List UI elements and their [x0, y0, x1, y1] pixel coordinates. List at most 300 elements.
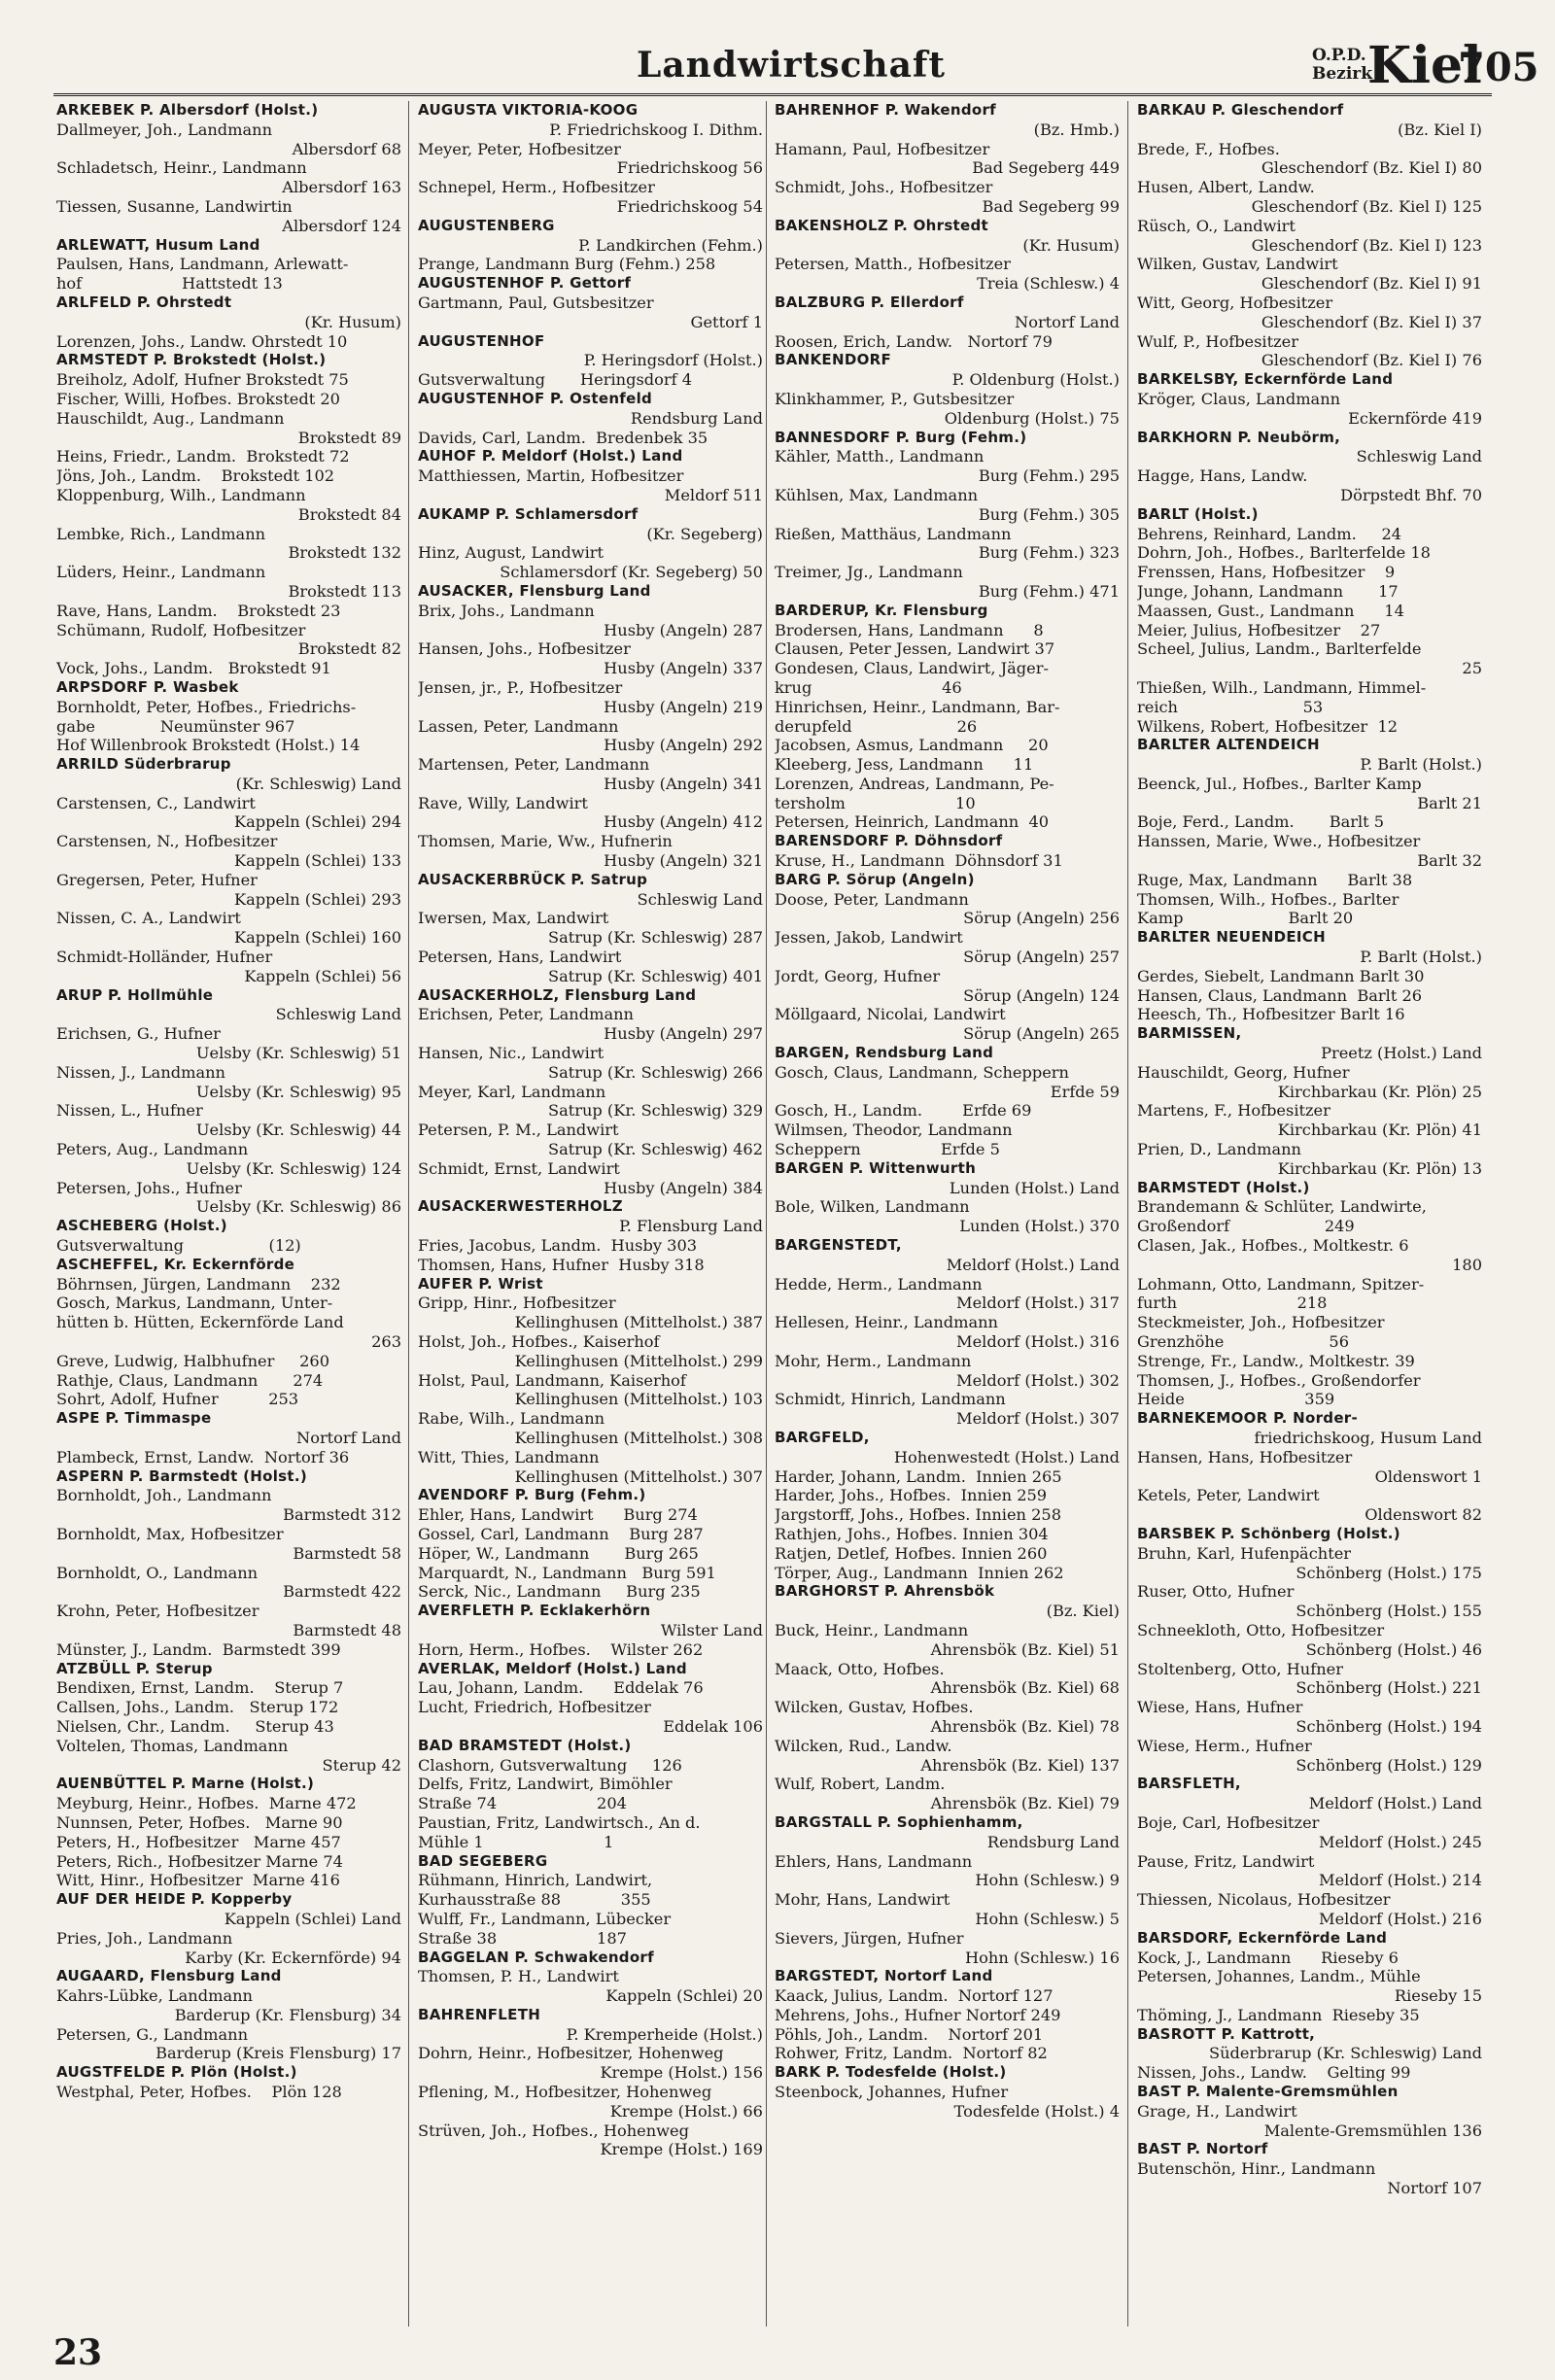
entry-continuation: Husby (Angeln) 321 — [604, 851, 763, 871]
directory-entry: Hedde, Herm., Landmann — [775, 1274, 983, 1293]
directory-entry: Plambeck, Ernst, Landw. Nortorf 36 — [56, 1447, 350, 1466]
column-1 — [56, 101, 401, 2102]
entry-continuation: Ahrensbök (Bz. Kiel) 78 — [930, 1716, 1120, 1736]
directory-entry: Strenge, Fr., Landw., Moltkestr. 39 — [1137, 1351, 1415, 1370]
entry-continuation: Husby (Angeln) 292 — [604, 736, 763, 755]
entry-continuation: Eckernförde 419 — [1348, 408, 1482, 428]
entry-continuation: Sörup (Angeln) 257 — [963, 948, 1120, 967]
directory-entry: Pries, Joh., Landmann — [56, 1928, 233, 1948]
entry-continuation: Uelsby (Kr. Schleswig) 86 — [195, 1197, 401, 1217]
directory-entry: Horn, Herm., Hofbes. Wilster 262 — [418, 1639, 704, 1659]
directory-entry: Treimer, Jg., Landmann — [775, 563, 963, 582]
entry-continuation: Gleschendorf (Bz. Kiel I) 91 — [1261, 274, 1482, 293]
place-heading: BARNEKEMOOR P. Norder- — [1137, 1409, 1359, 1428]
entry-continuation: Meldorf (Holst.) 216 — [1319, 1909, 1482, 1928]
directory-entry: Scheel, Julius, Landm., Barlterfelde — [1137, 639, 1422, 659]
entry-continuation: Krempe (Holst.) 156 — [600, 2063, 763, 2083]
directory-entry: Münster, J., Landm. Barmstedt 399 — [56, 1639, 341, 1659]
entry-continuation: Bad Segeberg 449 — [972, 158, 1120, 178]
entry-continuation: (Bz. Hmb.) — [1033, 120, 1120, 139]
directory-entry: Wulff, Fr., Landmann, Lübecker — [418, 1909, 672, 1928]
directory-entry: Mehrens, Johs., Hufner Nortorf 249 — [775, 2005, 1061, 2024]
entry-continuation: Brokstedt 84 — [297, 504, 401, 524]
entry-continuation: Meldorf (Holst.) 245 — [1319, 1832, 1482, 1851]
directory-entry: Schmidt, Hinrich, Landmann — [775, 1390, 1006, 1409]
entry-continuation: P. Friedrichskoog I. Dithm. — [549, 120, 763, 139]
entry-continuation: Burg (Fehm.) 323 — [978, 543, 1120, 563]
place-heading: ARUP P. Hollmühle — [56, 985, 214, 1004]
directory-entry: Kock, J., Landmann Rieseby 6 — [1137, 1948, 1399, 1967]
directory-entry: Kloppenburg, Wilh., Landmann — [56, 485, 306, 504]
directory-entry: Rüsch, O., Landwirt — [1137, 216, 1296, 235]
entry-continuation: Hohn (Schlesw.) 5 — [975, 1909, 1120, 1928]
directory-entry: Petersen, Matth., Hofbesitzer — [775, 255, 1011, 274]
directory-entry: Prange, Landmann Burg (Fehm.) 258 — [418, 255, 716, 274]
directory-entry: Rießen, Matthäus, Landmann — [775, 524, 1012, 543]
place-heading: BARMSTEDT (Holst.) — [1137, 1178, 1310, 1196]
entry-continuation: Satrup (Kr. Schleswig) 287 — [548, 928, 763, 948]
entry-continuation: Friedrichskoog 56 — [616, 158, 763, 178]
directory-entry: Bruhn, Karl, Hufenpächter — [1137, 1543, 1352, 1563]
directory-entry: Vock, Johs., Landm. Brokstedt 91 — [56, 659, 331, 678]
entry-continuation: Schönberg (Holst.) 221 — [1296, 1678, 1482, 1698]
directory-entry: Hinz, August, Landwirt — [418, 543, 605, 563]
entry-continuation: Krempe (Holst.) 169 — [600, 2140, 763, 2159]
directory-entry: Paulsen, Hans, Landmann, Arlewatt- — [56, 255, 349, 274]
entry-continuation: Hohn (Schlesw.) 16 — [965, 1948, 1120, 1967]
directory-entry: Martensen, Peter, Landmann — [418, 755, 650, 775]
place-heading: BARGENSTEDT, — [775, 1236, 902, 1255]
directory-entry: Heins, Friedr., Landm. Brokstedt 72 — [56, 447, 350, 466]
directory-entry: Kamp Barlt 20 — [1137, 909, 1354, 928]
entry-continuation: Treia (Schlesw.) 4 — [977, 274, 1120, 293]
place-heading: BARLTER ALTENDEICH — [1137, 736, 1320, 754]
place-heading: AUGAARD, Flensburg Land — [56, 1967, 282, 1985]
entry-continuation: Gleschendorf (Bz. Kiel I) 123 — [1251, 235, 1482, 255]
directory-entry: Ketels, Peter, Landwirt — [1137, 1486, 1320, 1505]
entry-continuation: Barmstedt 58 — [293, 1543, 401, 1563]
entry-continuation: Barderup (Kr. Flensburg) 34 — [174, 2005, 401, 2024]
place-heading: AUGUSTA VIKTORIA-KOOG — [418, 101, 639, 119]
column-2 — [418, 101, 763, 2159]
directory-entry: Gosch, Claus, Landmann, Scheppern — [775, 1062, 1069, 1082]
directory-entry: Sohrt, Adolf, Hufner 253 — [56, 1390, 299, 1409]
entry-continuation: Ahrensbök (Bz. Kiel) 51 — [930, 1639, 1120, 1659]
directory-entry: Nielsen, Chr., Landm. Sterup 43 — [56, 1716, 334, 1736]
entry-continuation: Kappeln (Schlei) 56 — [244, 966, 401, 985]
directory-entry: Thießen, Wilh., Landmann, Himmel- — [1137, 677, 1427, 697]
directory-entry: Harder, Johs., Hofbes. Innien 259 — [775, 1486, 1048, 1505]
place-heading: AUGUSTENHOF — [418, 331, 545, 350]
directory-entry: Grage, H., Landwirt — [1137, 2101, 1297, 2121]
entry-continuation: Friedrichskoog 54 — [616, 196, 763, 216]
entry-continuation: Lunden (Holst.) 370 — [959, 1217, 1120, 1236]
entry-continuation: (Bz. Kiel I) — [1398, 120, 1482, 139]
entry-continuation: Uelsby (Kr. Schleswig) 51 — [195, 1044, 401, 1063]
directory-entry: Maack, Otto, Hofbes. — [775, 1659, 945, 1678]
directory-entry: Clasen, Jak., Hofbes., Moltkestr. 6 — [1137, 1236, 1409, 1256]
directory-entry: Schladetsch, Heinr., Landmann — [56, 158, 307, 178]
directory-entry: Carstensen, N., Hofbesitzer — [56, 832, 278, 851]
entry-continuation: Nortorf 107 — [1387, 2179, 1482, 2198]
directory-entry: Thomsen, J., Hofbes., Großendorfer — [1137, 1370, 1421, 1390]
directory-entry: Paustian, Fritz, Landwirtsch., An d. — [418, 1812, 701, 1832]
entry-continuation: Barmstedt 312 — [283, 1505, 401, 1525]
place-heading: AUGUSTENHOF P. Ostenfeld — [418, 389, 653, 407]
place-heading: BAD BRAMSTEDT (Holst.) — [418, 1736, 632, 1754]
directory-entry: Rathjen, Johs., Hofbes. Innien 304 — [775, 1524, 1049, 1543]
place-heading: BARGHORST P. Ahrensbök — [775, 1582, 995, 1601]
directory-entry: Witt, Georg, Hofbesitzer — [1137, 293, 1333, 312]
entry-continuation: Husby (Angeln) 219 — [604, 697, 763, 716]
entry-continuation: friedrichskoog, Husum Land — [1254, 1428, 1482, 1447]
directory-entry: Lembke, Rich., Landmann — [56, 524, 266, 543]
directory-entry: Bornholdt, Max, Hofbesitzer — [56, 1524, 284, 1543]
entry-continuation: Kappeln (Schlei) 294 — [234, 812, 401, 832]
directory-entry: Ruge, Max, Landmann Barlt 38 — [1137, 870, 1413, 889]
directory-entry: Holst, Joh., Hofbes., Kaiserhof — [418, 1332, 660, 1351]
directory-entry: Meier, Julius, Hofbesitzer 27 — [1137, 620, 1381, 639]
directory-entry: Husen, Albert, Landw. — [1137, 178, 1315, 197]
directory-entry: furth 218 — [1137, 1293, 1328, 1313]
entry-continuation: Schönberg (Holst.) 175 — [1296, 1563, 1482, 1582]
entry-continuation: Gleschendorf (Bz. Kiel I) 80 — [1261, 158, 1482, 178]
directory-entry: Hellesen, Heinr., Landmann — [775, 1313, 998, 1332]
directory-entry: Ehler, Hans, Landwirt Burg 274 — [418, 1505, 698, 1525]
entry-continuation: Kellinghusen (Mittelholst.) 387 — [514, 1313, 763, 1332]
entry-continuation: Erfde 59 — [1050, 1082, 1120, 1101]
directory-entry: Jacobsen, Asmus, Landmann 20 — [775, 736, 1049, 755]
place-heading: BARGFELD, — [775, 1428, 870, 1446]
place-heading: BARK P. Todesfelde (Holst.) — [775, 2063, 1007, 2082]
entry-continuation: Karby (Kr. Eckernförde) 94 — [185, 1948, 401, 1967]
directory-entry: Fischer, Willi, Hofbes. Brokstedt 20 — [56, 389, 340, 408]
directory-entry: Gossel, Carl, Landmann Burg 287 — [418, 1524, 704, 1543]
entry-continuation: P. Flensburg Land — [619, 1217, 763, 1236]
directory-entry: Harder, Johann, Landm. Innien 265 — [775, 1466, 1062, 1486]
entry-continuation: Hohn (Schlesw.) 9 — [975, 1871, 1120, 1890]
directory-entry: Wiese, Herm., Hufner — [1137, 1736, 1312, 1755]
directory-entry: Jargstorff, Johs., Hofbes. Innien 258 — [775, 1505, 1062, 1525]
entry-continuation: Uelsby (Kr. Schleswig) 44 — [195, 1121, 401, 1140]
place-heading: ARLFELD P. Ohrstedt — [56, 293, 232, 311]
directory-entry: Roosen, Erich, Landw. Nortorf 79 — [775, 331, 1053, 351]
directory-entry: Nunnsen, Peter, Hofbes. Marne 90 — [56, 1812, 343, 1832]
directory-entry: Rühmann, Hinrich, Landwirt, — [418, 1871, 653, 1890]
directory-entry: Greve, Ludwig, Halbhufner 260 — [56, 1351, 330, 1370]
place-heading: AUENBÜTTEL P. Marne (Holst.) — [56, 1775, 315, 1793]
directory-entry: Klinkhammer, P., Gutsbesitzer — [775, 389, 1015, 408]
place-heading: AUSACKERBRÜCK P. Satrup — [418, 870, 648, 888]
directory-entry: Stoltenberg, Otto, Hufner — [1137, 1659, 1343, 1678]
entry-continuation: Meldorf (Holst.) Land — [1308, 1794, 1482, 1813]
directory-entry: Rohwer, Fritz, Landm. Nortorf 82 — [775, 2044, 1048, 2063]
directory-entry: Lucht, Friedrich, Hofbesitzer — [418, 1698, 651, 1717]
directory-entry: Hinrichsen, Heinr., Landmann, Bar- — [775, 697, 1060, 716]
entry-continuation: Barlt 21 — [1417, 793, 1482, 812]
entry-continuation: Kappeln (Schlei) 293 — [234, 889, 401, 909]
entry-continuation: Barmstedt 48 — [293, 1620, 401, 1639]
directory-entry: Ratjen, Detlef, Hofbes. Innien 260 — [775, 1543, 1048, 1563]
directory-entry: Kleeberg, Jess, Landmann 11 — [775, 755, 1034, 775]
entry-continuation: Husby (Angeln) 412 — [604, 812, 763, 832]
place-heading: AUGUSTENHOF P. Gettorf — [418, 274, 632, 293]
directory-entry: Brede, F., Hofbes. — [1137, 139, 1280, 158]
entry-continuation: Gleschendorf (Bz. Kiel I) 125 — [1251, 196, 1482, 216]
column-divider — [766, 101, 767, 2327]
entry-continuation: Hohenwestedt (Holst.) Land — [893, 1447, 1120, 1466]
place-heading: BARKHORN P. Neubörm, — [1137, 428, 1341, 446]
entry-continuation: Uelsby (Kr. Schleswig) 95 — [195, 1082, 401, 1101]
place-heading: ASPE P. Timmaspe — [56, 1409, 212, 1428]
directory-entry: Wulf, Robert, Landm. — [775, 1775, 946, 1794]
directory-entry: Wiese, Hans, Hufner — [1137, 1698, 1303, 1717]
directory-entry: Gosch, Markus, Landmann, Unter- — [56, 1293, 333, 1313]
directory-entry: Kruse, H., Landmann Döhnsdorf 31 — [775, 851, 1063, 871]
entry-continuation: Kellinghusen (Mittelholst.) 103 — [514, 1390, 763, 1409]
directory-entry: hof Hattstedt 13 — [56, 274, 283, 293]
place-heading: AUHOF P. Meldorf (Holst.) Land — [418, 447, 683, 466]
directory-entry: Bornholdt, O., Landmann — [56, 1563, 259, 1582]
entry-continuation: Kellinghusen (Mittelholst.) 307 — [514, 1466, 763, 1486]
entry-continuation: Rieseby 15 — [1394, 1986, 1482, 2006]
directory-entry: Rathje, Claus, Landmann 274 — [56, 1370, 324, 1390]
directory-entry: Wilcken, Gustav, Hofbes. — [775, 1698, 974, 1717]
place-heading: BAST P. Nortorf — [1137, 2140, 1268, 2158]
entry-continuation: Burg (Fehm.) 295 — [978, 466, 1120, 486]
place-heading: ASPERN P. Barmstedt (Holst.) — [56, 1466, 308, 1485]
directory-entry: Westphal, Peter, Hofbes. Plön 128 — [56, 2083, 342, 2102]
directory-entry: Jensen, jr., P., Hofbesitzer — [418, 677, 623, 697]
directory-entry: Hansen, Nic., Landwirt — [418, 1044, 605, 1063]
place-heading: AUGUSTENBERG — [418, 216, 555, 234]
directory-entry: Iwersen, Max, Landwirt — [418, 909, 609, 928]
directory-entry: Thomsen, Wilh., Hofbes., Barlter — [1137, 889, 1400, 909]
entry-continuation: Schönberg (Holst.) 194 — [1296, 1716, 1482, 1736]
directory-entry: Witt, Thies, Landmann — [418, 1447, 600, 1466]
entry-continuation: Kirchbarkau (Kr. Plön) 25 — [1277, 1082, 1482, 1101]
directory-entry: Petersen, Johs., Hufner — [56, 1178, 242, 1197]
directory-entry: Dohrn, Heinr., Hofbesitzer, Hohenweg — [418, 2044, 724, 2063]
entry-continuation: (Kr. Husum) — [1022, 235, 1120, 255]
entry-continuation: P. Oldenburg (Holst.) — [951, 370, 1120, 390]
directory-entry: Kühlsen, Max, Landmann — [775, 485, 979, 504]
directory-entry: Steenbock, Johannes, Hufner — [775, 2083, 1009, 2102]
directory-entry: Martens, F., Hofbesitzer — [1137, 1101, 1330, 1121]
place-heading: BARG P. Sörup (Angeln) — [775, 870, 975, 888]
directory-entry: Meyburg, Heinr., Hofbes. Marne 472 — [56, 1794, 357, 1813]
entry-continuation: Kappeln (Schlei) Land — [224, 1909, 401, 1928]
entry-continuation: Preetz (Holst.) Land — [1321, 1044, 1482, 1063]
entry-continuation: P. Barlt (Holst.) — [1360, 948, 1482, 967]
directory-entry: Nissen, L., Hufner — [56, 1101, 203, 1121]
entry-continuation: Husby (Angeln) 287 — [604, 620, 763, 639]
directory-entry: Sievers, Jürgen, Hufner — [775, 1928, 964, 1948]
place-heading: AUSACKERWESTERHOLZ — [418, 1197, 623, 1216]
entry-continuation: Schleswig Land — [1356, 447, 1482, 466]
directory-entry: Jöns, Joh., Landm. Brokstedt 102 — [56, 466, 335, 486]
entry-continuation: Kellinghusen (Mittelholst.) 299 — [514, 1351, 763, 1370]
place-heading: BANNESDORF P. Burg (Fehm.) — [775, 428, 1027, 446]
directory-entry: Petersen, Johannes, Landm., Mühle — [1137, 1967, 1421, 1986]
directory-entry: Wilken, Gustav, Landwirt — [1137, 255, 1338, 274]
place-heading: AUF DER HEIDE P. Kopperby — [56, 1890, 293, 1909]
entry-continuation: Husby (Angeln) 337 — [604, 659, 763, 678]
directory-entry: Strüven, Joh., Hofbes., Hohenweg — [418, 2121, 689, 2140]
directory-entry: Straße 38 187 — [418, 1928, 627, 1948]
directory-entry: Voltelen, Thomas, Landmann — [56, 1736, 289, 1755]
place-heading: AUSACKERHOLZ, Flensburg Land — [418, 985, 697, 1004]
place-heading: AUGSTFELDE P. Plön (Holst.) — [56, 2063, 297, 2082]
page-header — [53, 36, 1539, 97]
entry-continuation: Brokstedt 82 — [297, 639, 401, 659]
entry-continuation: Kirchbarkau (Kr. Plön) 41 — [1277, 1121, 1482, 1140]
place-heading: ARKEBEK P. Albersdorf (Holst.) — [56, 101, 319, 119]
entry-continuation: 263 — [371, 1332, 401, 1351]
directory-entry: Gosch, H., Landm. Erfde 69 — [775, 1101, 1032, 1121]
directory-entry: Peters, H., Hofbesitzer Marne 457 — [56, 1832, 341, 1851]
directory-entry: Kröger, Claus, Landmann — [1137, 389, 1341, 408]
directory-entry: Meyer, Karl, Landmann — [418, 1082, 606, 1101]
directory-entry: Petersen, P. M., Landwirt — [418, 1121, 619, 1140]
directory-entry: Lorenzen, Andreas, Landmann, Pe- — [775, 774, 1054, 793]
directory-entry: Jessen, Jakob, Landwirt — [775, 928, 963, 948]
directory-entry: Bornholdt, Joh., Landmann — [56, 1486, 272, 1505]
place-heading: AVERLAK, Meldorf (Holst.) Land — [418, 1659, 687, 1677]
directory-entry: krug 46 — [775, 677, 962, 697]
entry-continuation: P. Landkirchen (Fehm.) — [578, 235, 763, 255]
directory-entry: Jordt, Georg, Hufner — [775, 966, 941, 985]
directory-entry: Mohr, Hans, Landwirt — [775, 1890, 950, 1910]
directory-entry: Schneekloth, Otto, Hofbesitzer — [1137, 1620, 1385, 1639]
directory-entry: reich 53 — [1137, 697, 1324, 716]
entry-continuation: Meldorf (Holst.) Land — [946, 1255, 1120, 1274]
directory-entry: Dohrn, Joh., Hofbes., Barlterfelde 18 — [1137, 543, 1431, 563]
entry-continuation: Barmstedt 422 — [283, 1582, 401, 1602]
directory-entry: Hanssen, Marie, Wwe., Hofbesitzer — [1137, 832, 1421, 851]
directory-entry: Thomsen, Marie, Ww., Hufnerin — [418, 832, 673, 851]
directory-entry: Clausen, Peter Jessen, Landwirt 37 — [775, 639, 1055, 659]
directory-entry: Hauschildt, Georg, Hufner — [1137, 1062, 1350, 1082]
directory-entry: Rave, Hans, Landm. Brokstedt 23 — [56, 601, 341, 620]
directory-entry: Nissen, J., Landmann — [56, 1062, 225, 1082]
entry-continuation: (Kr. Schleswig) Land — [235, 774, 401, 793]
directory-entry: Rabe, Wilh., Landmann — [418, 1409, 605, 1429]
entry-continuation: Sörup (Angeln) 256 — [963, 909, 1120, 928]
place-heading: BARSBEK P. Schönberg (Holst.) — [1137, 1524, 1400, 1542]
directory-entry: Gutsverwaltung Heringsdorf 4 — [418, 370, 693, 390]
entry-continuation: Meldorf (Holst.) 316 — [956, 1332, 1120, 1351]
directory-entry: Krohn, Peter, Hofbesitzer — [56, 1602, 259, 1621]
place-heading: BALZBURG P. Ellerdorf — [775, 293, 964, 311]
directory-entry: Böhrnsen, Jürgen, Landmann 232 — [56, 1274, 341, 1293]
column-divider — [408, 101, 409, 2327]
place-heading: BARGEN, Rendsburg Land — [775, 1044, 994, 1062]
directory-entry: derupfeld 26 — [775, 716, 978, 736]
directory-entry: Prien, D., Landmann — [1137, 1140, 1301, 1159]
entry-continuation: Kellinghusen (Mittelholst.) 308 — [514, 1428, 763, 1447]
place-heading: ARLEWATT, Husum Land — [56, 235, 260, 254]
entry-continuation: Satrup (Kr. Schleswig) 329 — [548, 1101, 763, 1121]
place-heading: BARSFLETH, — [1137, 1775, 1241, 1793]
place-heading: AVENDORF P. Burg (Fehm.) — [418, 1486, 646, 1504]
entry-continuation: Barlt 32 — [1417, 851, 1482, 871]
directory-entry: Petersen, Heinrich, Landmann 40 — [775, 812, 1050, 832]
entry-continuation: (Kr. Husum) — [304, 312, 401, 331]
entry-continuation: Nortorf Land — [1015, 312, 1120, 331]
entry-continuation: Husby (Angeln) 384 — [604, 1178, 763, 1197]
place-heading: BASROTT P. Kattrott, — [1137, 2024, 1316, 2043]
entry-continuation: Brokstedt 113 — [288, 581, 401, 601]
place-heading: ASCHEFFEL, Kr. Eckernförde — [56, 1255, 295, 1273]
entry-continuation: Meldorf (Holst.) 307 — [956, 1409, 1120, 1429]
directory-entry: Schümann, Rudolf, Hofbesitzer — [56, 620, 306, 639]
entry-continuation: Sörup (Angeln) 265 — [963, 1024, 1120, 1044]
directory-entry: Carstensen, C., Landwirt — [56, 793, 256, 812]
directory-entry: Gartmann, Paul, Gutsbesitzer — [418, 293, 654, 312]
directory-entry: Junge, Johann, Landmann 17 — [1137, 581, 1399, 601]
directory-entry: Boje, Carl, Hofbesitzer — [1137, 1812, 1320, 1832]
directory-entry: Kurhausstraße 88 355 — [418, 1890, 651, 1910]
directory-entry: Brandemann & Schlüter, Landwirte, — [1137, 1197, 1427, 1217]
place-heading: ATZBÜLL P. Sterup — [56, 1659, 213, 1677]
directory-entry: Maassen, Gust., Landmann 14 — [1137, 601, 1404, 620]
entry-continuation: Meldorf (Holst.) 302 — [956, 1370, 1120, 1390]
directory-entry: Straße 74 204 — [418, 1794, 627, 1813]
place-heading: BARLT (Holst.) — [1137, 504, 1259, 523]
entry-continuation: Süderbrarup (Kr. Schleswig) Land — [1209, 2044, 1482, 2063]
directory-entry: Behrens, Reinhard, Landm. 24 — [1137, 524, 1402, 543]
directory-entry: Lohmann, Otto, Landmann, Spitzer- — [1137, 1274, 1425, 1293]
directory-entry: Gripp, Hinr., Hofbesitzer — [418, 1293, 616, 1313]
directory-entry: Mühle 1 1 — [418, 1832, 614, 1851]
entry-continuation: Ahrensbök (Bz. Kiel) 79 — [930, 1794, 1120, 1813]
directory-entry: Bornholdt, Peter, Hofbes., Friedrichs- — [56, 697, 357, 716]
directory-entry: Hauschildt, Aug., Landmann — [56, 408, 285, 428]
entry-continuation: Kappeln (Schlei) 160 — [234, 928, 401, 948]
place-heading: BAHRENHOF P. Wakendorf — [775, 101, 997, 119]
directory-entry: Kähler, Matth., Landmann — [775, 447, 985, 466]
entry-continuation: P. Barlt (Holst.) — [1360, 755, 1482, 775]
directory-entry: Clashorn, Gutsverwaltung 126 — [418, 1755, 682, 1775]
directory-entry: Meyer, Peter, Hofbesitzer — [418, 139, 621, 158]
place-heading: ARPSDORF P. Wasbek — [56, 677, 239, 696]
directory-entry: Wilcken, Rud., Landw. — [775, 1736, 952, 1755]
printer-signature: 23 — [53, 2332, 103, 2373]
directory-entry: Bendixen, Ernst, Landm. Sterup 7 — [56, 1678, 344, 1698]
directory-entry: Kahrs-Lübke, Landmann — [56, 1986, 253, 2006]
directory-entry: hütten b. Hütten, Eckernförde Land — [56, 1313, 344, 1332]
entry-continuation: Gettorf 1 — [690, 312, 763, 331]
directory-entry: Hansen, Claus, Landmann Barlt 26 — [1137, 985, 1423, 1005]
directory-entry: Beenck, Jul., Hofbes., Barlter Kamp — [1137, 774, 1422, 793]
entry-continuation: Oldenswort 1 — [1374, 1466, 1482, 1486]
entry-continuation: Burg (Fehm.) 305 — [978, 504, 1120, 524]
directory-entry: Tiessen, Susanne, Landwirtin — [56, 196, 293, 216]
bezirk-label: Bezirk — [1312, 64, 1373, 84]
entry-continuation: Malente-Gremsmühlen 136 — [1263, 2121, 1482, 2140]
entry-continuation: Todesfelde (Holst.) 4 — [953, 2101, 1120, 2121]
entry-continuation: Kirchbarkau (Kr. Plön) 13 — [1277, 1158, 1482, 1178]
directory-entry: Schmidt, Ernst, Landwirt — [418, 1158, 620, 1178]
column-divider — [1127, 101, 1128, 2327]
column-4 — [1137, 101, 1482, 2198]
entry-continuation: Satrup (Kr. Schleswig) 266 — [548, 1062, 763, 1082]
entry-continuation: Satrup (Kr. Schleswig) 401 — [548, 966, 763, 985]
entry-continuation: Schönberg (Holst.) 129 — [1296, 1755, 1482, 1775]
place-heading: BARENSDORF P. Döhnsdorf — [775, 832, 1003, 850]
directory-entry: Pflening, M., Hofbesitzer, Hohenweg — [418, 2083, 712, 2102]
